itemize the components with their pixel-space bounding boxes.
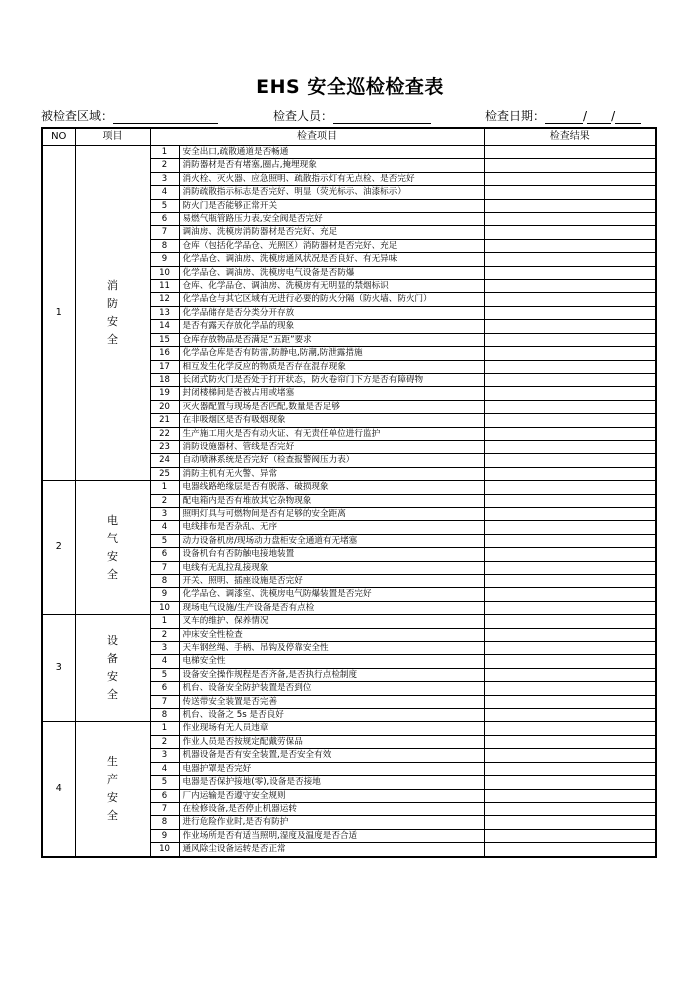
check-item: 冲床安全性检查 [179, 628, 484, 641]
item-number: 5 [150, 534, 179, 547]
check-result-cell[interactable] [484, 789, 656, 802]
section-number: 2 [42, 481, 75, 615]
check-result-cell[interactable] [484, 601, 656, 614]
item-number: 9 [150, 829, 179, 842]
check-item: 化学品仓、调油房、洗模房电气设备是否防爆 [179, 266, 484, 279]
col-header-result: 检查结果 [484, 128, 656, 146]
item-number: 17 [150, 360, 179, 373]
item-number: 9 [150, 588, 179, 601]
table-row [42, 146, 656, 159]
check-item: 照明灯具与可燃物间是否有足够的安全距离 [179, 507, 484, 520]
check-result-cell[interactable] [484, 427, 656, 440]
item-number: 13 [150, 306, 179, 319]
check-item: 电梯安全性 [179, 655, 484, 668]
check-item: 通风除尘设备运转是否正常 [179, 843, 484, 857]
check-result-cell[interactable] [484, 776, 656, 789]
check-item: 消火栓、灭火器、应急照明、疏散指示灯有无点检、是否完好 [179, 172, 484, 185]
date-year-blank[interactable] [545, 111, 583, 124]
check-item: 是否有露天存放化学品的现象 [179, 320, 484, 333]
check-result-cell[interactable] [484, 588, 656, 601]
section-number: 4 [42, 722, 75, 857]
check-result-cell[interactable] [484, 628, 656, 641]
check-item: 电线排布是否杂乱、无序 [179, 521, 484, 534]
section-category-label: 消 防 安 全 [107, 279, 118, 347]
check-item: 消防器材是否有堵塞,圈占,掩埋现象 [179, 159, 484, 172]
check-item: 仓库（包括化学品仓、光照区）消防器材是否完好、充足 [179, 239, 484, 252]
item-number: 7 [150, 561, 179, 574]
check-result-cell[interactable] [484, 749, 656, 762]
check-item: 长闭式防火门是否处于打开状态，防火卷帘门下方是否有障碍物 [179, 373, 484, 386]
section-category-label: 生 产 安 全 [107, 755, 118, 822]
check-result-cell[interactable] [484, 695, 656, 708]
check-item: 化学品仓与其它区域有无进行必要的防火分隔（防火墙、防火门） [179, 293, 484, 306]
check-result-cell[interactable] [484, 266, 656, 279]
check-result-cell[interactable] [484, 159, 656, 172]
check-item: 作业现场有无人员违章 [179, 722, 484, 735]
area-label: 被检查区域： [41, 109, 114, 123]
item-number: 4 [150, 655, 179, 668]
check-item: 化学品储存是否分类分开存放 [179, 306, 484, 319]
item-number: 2 [150, 494, 179, 507]
col-header-no: NO [42, 128, 75, 146]
item-number: 3 [150, 172, 179, 185]
check-item: 进行危险作业时,是否有防护 [179, 816, 484, 829]
check-result-cell[interactable] [484, 172, 656, 185]
check-result-cell[interactable] [484, 534, 656, 547]
check-result-cell[interactable] [484, 253, 656, 266]
area-field [41, 107, 218, 124]
check-item: 作业人员是否按规定配戴劳保品 [179, 735, 484, 748]
inspection-table [41, 127, 657, 858]
item-number: 6 [150, 213, 179, 226]
check-result-cell[interactable] [484, 373, 656, 386]
check-result-cell[interactable] [484, 575, 656, 588]
check-item: 电线有无乱拉乱接现象 [179, 561, 484, 574]
check-result-cell[interactable] [484, 682, 656, 695]
check-result-cell[interactable] [484, 306, 656, 319]
check-result-cell[interactable] [484, 655, 656, 668]
page-title: EHS 安全巡检检查表 [256, 76, 444, 98]
check-result-cell[interactable] [484, 802, 656, 815]
check-result-cell[interactable] [484, 521, 656, 534]
check-item: 天车钢丝绳、手柄、吊钩及停靠安全性 [179, 642, 484, 655]
check-result-cell[interactable] [484, 481, 656, 494]
item-number: 14 [150, 320, 179, 333]
col-header-item: 检查项目 [150, 128, 484, 146]
item-number: 6 [150, 682, 179, 695]
check-item: 消防设施器材、管线是否完好 [179, 440, 484, 453]
check-result-cell[interactable] [484, 239, 656, 252]
check-item: 动力设备机房/现场动力盘柜安全通道有无堵塞 [179, 534, 484, 547]
check-result-cell[interactable] [484, 762, 656, 775]
item-number: 11 [150, 280, 179, 293]
item-number: 19 [150, 387, 179, 400]
item-number: 20 [150, 400, 179, 413]
item-number: 25 [150, 467, 179, 480]
check-result-cell[interactable] [484, 400, 656, 413]
inspector-label: 检查人员： [273, 109, 334, 123]
check-item: 电器护罩是否完好 [179, 762, 484, 775]
date-field [485, 107, 641, 124]
item-number: 8 [150, 816, 179, 829]
item-number: 10 [150, 601, 179, 614]
item-number: 2 [150, 628, 179, 641]
item-number: 24 [150, 454, 179, 467]
table-body [42, 146, 656, 857]
item-number: 23 [150, 440, 179, 453]
section-category [75, 146, 150, 481]
check-result-cell[interactable] [484, 668, 656, 681]
check-result-cell[interactable] [484, 548, 656, 561]
item-number: 16 [150, 347, 179, 360]
check-result-cell[interactable] [484, 816, 656, 829]
section-category [75, 481, 150, 615]
table-row [42, 722, 656, 735]
item-number: 3 [150, 507, 179, 520]
col-header-category: 项目 [75, 128, 150, 146]
table-header-row [42, 128, 656, 146]
check-item: 机器设备是否有安全装置,是否安全有效 [179, 749, 484, 762]
check-result-cell[interactable] [484, 333, 656, 346]
item-number: 21 [150, 414, 179, 427]
item-number: 18 [150, 373, 179, 386]
date-separator: / [611, 109, 616, 123]
check-item: 开关、照明、插座设施是否完好 [179, 575, 484, 588]
check-item: 易燃气瓶管路压力表,安全阀是否完好 [179, 213, 484, 226]
check-result-cell[interactable] [484, 293, 656, 306]
item-number: 2 [150, 735, 179, 748]
item-number: 9 [150, 253, 179, 266]
check-result-cell[interactable] [484, 414, 656, 427]
item-number: 1 [150, 481, 179, 494]
check-item: 机台、设备之 5s 是否良好 [179, 709, 484, 722]
check-item: 自动喷淋系统是否完好（检查报警阀压力表） [179, 454, 484, 467]
check-item: 灭火器配置与现场是否匹配,数量是否足够 [179, 400, 484, 413]
item-number: 7 [150, 226, 179, 239]
item-number: 7 [150, 802, 179, 815]
date-label: 检查日期： [485, 109, 546, 123]
check-item: 配电箱内是否有堆放其它杂物现象 [179, 494, 484, 507]
check-result-cell[interactable] [484, 199, 656, 212]
item-number: 5 [150, 668, 179, 681]
item-number: 8 [150, 709, 179, 722]
date-month-blank[interactable] [587, 111, 611, 124]
check-item: 调油房、洗模房消防器材是否完好、充足 [179, 226, 484, 239]
check-item: 安全出口,疏散通道是否畅通 [179, 146, 484, 159]
check-item: 电器线路绝缘层是否有脱落、破损现象 [179, 481, 484, 494]
check-result-cell[interactable] [484, 709, 656, 722]
check-item: 叉车的维护、保养情况 [179, 615, 484, 628]
check-item: 设备安全操作规程是否齐备,是否执行点检制度 [179, 668, 484, 681]
section-number: 3 [42, 615, 75, 722]
section-category-label: 电 气 安 全 [107, 513, 118, 581]
check-result-cell[interactable] [484, 347, 656, 360]
check-item: 仓库、化学品仓、调油房、洗模房有无明显的禁烟标识 [179, 280, 484, 293]
check-result-cell[interactable] [484, 507, 656, 520]
check-item: 防火门是否能够正常开关 [179, 199, 484, 212]
check-item: 仓库存放物品是否满足“五距”要求 [179, 333, 484, 346]
item-number: 12 [150, 293, 179, 306]
check-result-cell[interactable] [484, 226, 656, 239]
check-item: 生产施工用火是否有动火证、有无责任单位进行监护 [179, 427, 484, 440]
check-result-cell[interactable] [484, 440, 656, 453]
table-row [42, 615, 656, 628]
item-number: 4 [150, 521, 179, 534]
item-number: 1 [150, 146, 179, 159]
area-blank[interactable] [113, 111, 218, 124]
item-number: 7 [150, 695, 179, 708]
item-number: 15 [150, 333, 179, 346]
item-number: 10 [150, 266, 179, 279]
check-result-cell[interactable] [484, 843, 656, 857]
check-result-cell[interactable] [484, 642, 656, 655]
item-number: 5 [150, 199, 179, 212]
item-number: 22 [150, 427, 179, 440]
check-result-cell[interactable] [484, 146, 656, 159]
check-item: 机台、设备安全防护装置是否到位 [179, 682, 484, 695]
item-number: 6 [150, 548, 179, 561]
check-result-cell[interactable] [484, 213, 656, 226]
item-number: 8 [150, 239, 179, 252]
check-result-cell[interactable] [484, 320, 656, 333]
item-number: 6 [150, 789, 179, 802]
inspector-field [273, 107, 431, 124]
check-item: 消防主机有无火警、异常 [179, 467, 484, 480]
check-result-cell[interactable] [484, 186, 656, 199]
check-item: 作业场所是否有适当照明,湿度及温度是否合适 [179, 829, 484, 842]
check-item: 消防疏散指示标志是否完好、明显（荧光标示、油漆标示） [179, 186, 484, 199]
item-number: 3 [150, 642, 179, 655]
section-category-label: 设 备 安 全 [107, 634, 118, 702]
item-number: 4 [150, 762, 179, 775]
check-item: 在检修设备,是否停止机器运转 [179, 802, 484, 815]
check-result-cell[interactable] [484, 722, 656, 735]
check-item: 设备机台有否防触电接地装置 [179, 548, 484, 561]
check-result-cell[interactable] [484, 360, 656, 373]
check-item: 化学品仓库是否有防雷,防静电,防潮,防泄露措施 [179, 347, 484, 360]
check-item: 在非吸烟区是否有吸烟现象 [179, 414, 484, 427]
item-number: 1 [150, 615, 179, 628]
date-separator: / [583, 109, 588, 123]
item-number: 3 [150, 749, 179, 762]
section-category [75, 722, 150, 857]
check-item: 厂内运输是否遵守安全规则 [179, 789, 484, 802]
check-result-cell[interactable] [484, 615, 656, 628]
table-row [42, 481, 656, 494]
check-item: 电器是否保护接地(零),设备是否接地 [179, 776, 484, 789]
check-result-cell[interactable] [484, 454, 656, 467]
item-number: 1 [150, 722, 179, 735]
date-day-blank[interactable] [615, 111, 641, 124]
item-number: 2 [150, 159, 179, 172]
check-item: 相互发生化学反应的物质是否存在混存现象 [179, 360, 484, 373]
check-item: 化学品仓、调漆室、洗模房电气防爆装置是否完好 [179, 588, 484, 601]
section-category [75, 615, 150, 722]
item-number: 10 [150, 843, 179, 857]
check-result-cell[interactable] [484, 829, 656, 842]
check-result-cell[interactable] [484, 387, 656, 400]
check-item: 现场电气设施/生产设备是否有点检 [179, 601, 484, 614]
check-result-cell[interactable] [484, 494, 656, 507]
item-number: 4 [150, 186, 179, 199]
inspector-blank[interactable] [333, 111, 431, 124]
check-result-cell[interactable] [484, 280, 656, 293]
item-number: 8 [150, 575, 179, 588]
section-number: 1 [42, 146, 75, 481]
check-item: 化学品仓、调油房、洗模房通风状况是否良好、有无异味 [179, 253, 484, 266]
check-result-cell[interactable] [484, 735, 656, 748]
check-item: 传送带安全装置是否完善 [179, 695, 484, 708]
item-number: 5 [150, 776, 179, 789]
check-item: 封闭楼梯间是否被占用或堵塞 [179, 387, 484, 400]
check-result-cell[interactable] [484, 561, 656, 574]
check-result-cell[interactable] [484, 467, 656, 480]
